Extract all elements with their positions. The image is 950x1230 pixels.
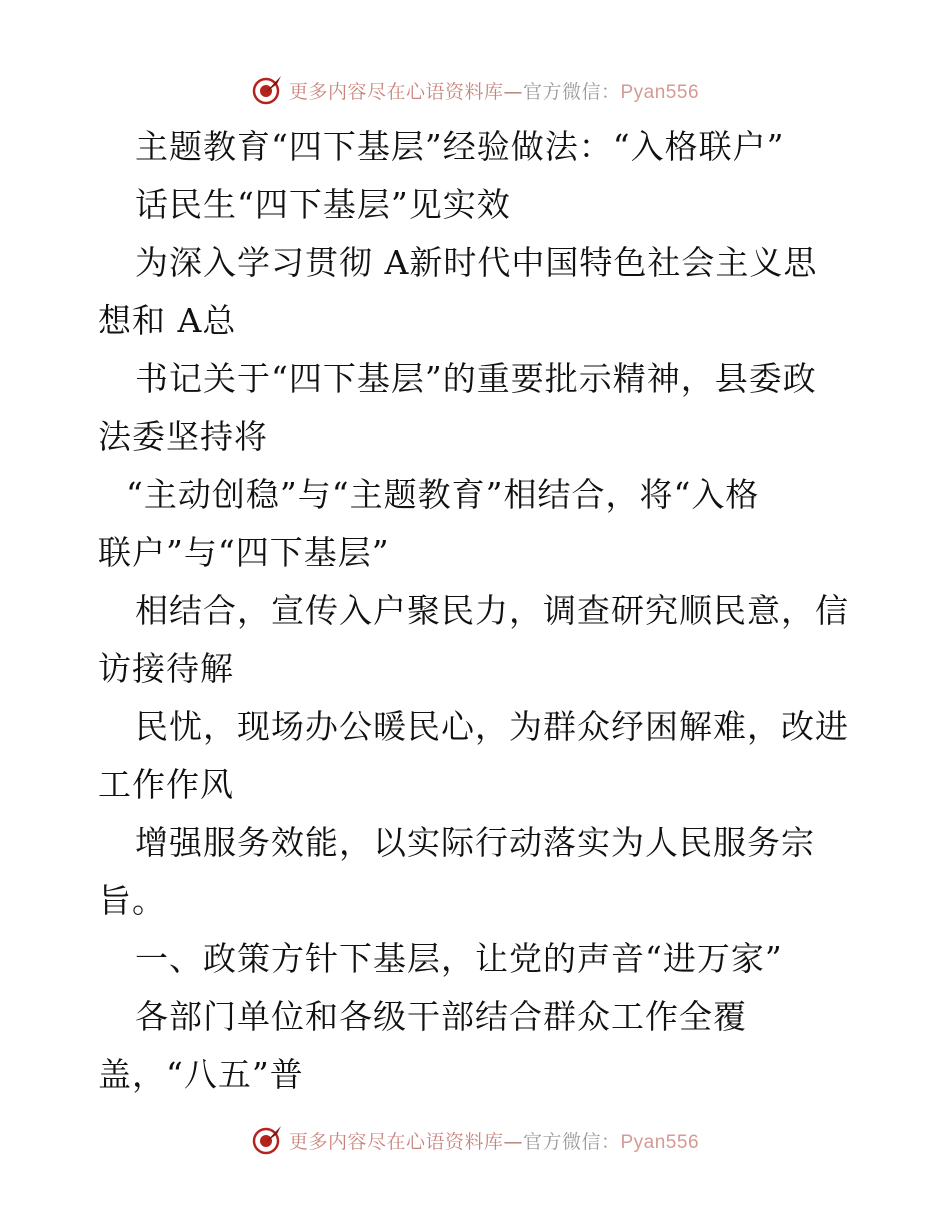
footer-watermark — [0, 1120, 950, 1160]
header-watermark — [0, 70, 950, 110]
quill-logo-icon — [251, 1124, 283, 1156]
paragraph-line: 想和 A总 — [98, 301, 237, 340]
paragraph-line: 民忧，现场办公暖民心，为群众纾困解难，改进 — [135, 707, 849, 746]
paragraph-line: 法委坚持将 — [98, 417, 268, 456]
title-line-1: 主题教育“四下基层”经验做法：“入格联户” — [135, 127, 785, 166]
paragraph-line: 相结合，宣传入户聚民力，调查研究顺民意，信 — [135, 591, 849, 630]
paragraph-line: 联户”与“四下基层” — [98, 533, 390, 572]
paragraph-line: 盖，“八五”普 — [98, 1055, 304, 1094]
document-body — [98, 118, 858, 1104]
paragraph-line: 书记关于“四下基层”的重要批示精神，县委政 — [135, 359, 817, 398]
paragraph-line: 增强服务效能，以实际行动落实为人民服务宗 — [135, 823, 815, 862]
watermark-text: 更多内容尽在心语资料库—官方微信：Pyan556 — [288, 1130, 700, 1153]
paragraph-line: 访接待解 — [98, 649, 234, 688]
paragraph-line: 旨。 — [98, 881, 166, 920]
paragraph-line: 工作作风 — [98, 765, 234, 804]
watermark-text: 更多内容尽在心语资料库—官方微信：Pyan556 — [288, 80, 700, 103]
section-heading: 一、政策方针下基层，让党的声音“进万家” — [135, 939, 783, 978]
title-line-2: 话民生“四下基层”见实效 — [135, 185, 511, 224]
paragraph-line: 各部门单位和各级干部结合群众工作全覆 — [135, 997, 747, 1036]
paragraph-line: “主动创稳”与“主题教育”相结合，将“入格 — [126, 475, 760, 514]
quill-logo-icon — [251, 74, 283, 106]
paragraph-line: 为深入学习贯彻 A新时代中国特色社会主义思 — [135, 243, 818, 282]
